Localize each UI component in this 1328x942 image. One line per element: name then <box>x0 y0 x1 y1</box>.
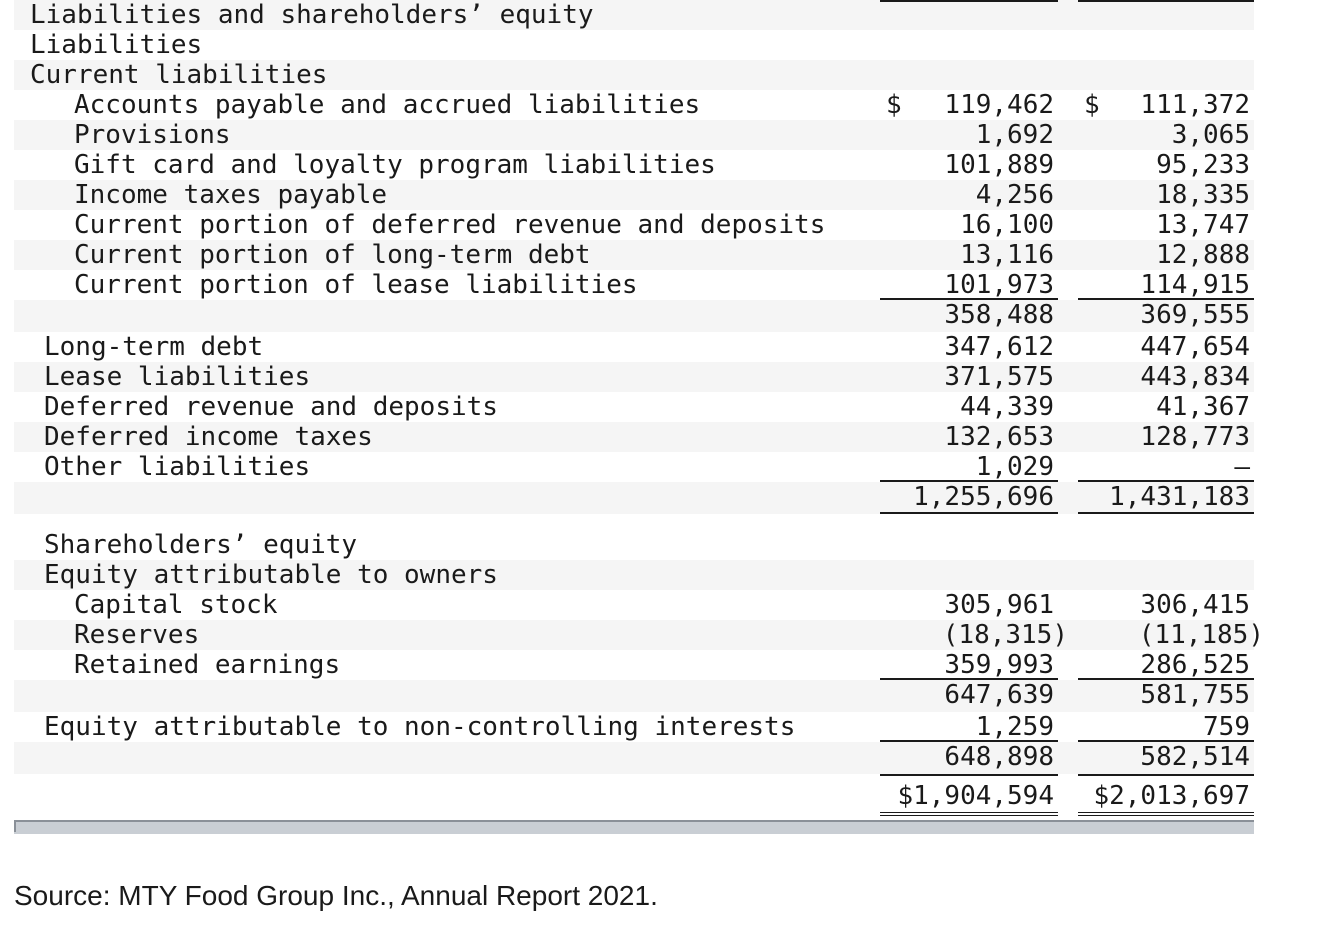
currency-symbol: $ <box>1084 90 1100 120</box>
owners-equity-heading: Equity attributable to owners <box>44 560 498 590</box>
table-row <box>14 650 1254 680</box>
row-label: Provisions <box>74 120 231 150</box>
row-label: Current portion of deferred revenue and deposits <box>74 210 826 240</box>
liabilities-total-row <box>14 482 1254 514</box>
table-row <box>14 240 1254 270</box>
value-2021: 16,100 <box>960 210 1054 240</box>
row-label: Accounts payable and accrued liabilities <box>74 90 701 120</box>
equity-heading-row <box>14 530 1254 560</box>
title-row <box>14 0 1254 30</box>
value-2021: 371,575 <box>944 362 1054 392</box>
table-row <box>14 392 1254 422</box>
liabilities-heading-row <box>14 30 1254 60</box>
value-2020: 3,065 <box>1171 120 1250 150</box>
value-2021: 132,653 <box>944 422 1054 452</box>
value-2020: 759 <box>1078 712 1254 742</box>
liabilities-heading: Liabilities <box>30 30 203 60</box>
row-label: Capital stock <box>74 590 278 620</box>
value-2021: 101,973 <box>880 270 1058 300</box>
table-row <box>14 620 1264 650</box>
total-2021: 1,255,696 <box>880 482 1058 514</box>
row-label: Income taxes payable <box>74 180 388 210</box>
table-row <box>14 90 1254 120</box>
value-2020: 128,773 <box>1140 422 1250 452</box>
row-label: Current portion of lease liabilities <box>74 270 638 300</box>
grand-total-2021: $1,904,594 <box>880 774 1058 816</box>
value-2020: — <box>1078 452 1254 482</box>
table-row <box>14 712 1254 742</box>
value-2021: $ 119,462 <box>886 90 1054 120</box>
value-2021: 359,993 <box>880 650 1058 680</box>
value-2021: 13,116 <box>960 240 1054 270</box>
value-2020: 114,915 <box>1078 270 1254 300</box>
value-2020: 95,233 <box>1156 150 1250 180</box>
value-2020: 306,415 <box>1140 590 1250 620</box>
value-2020: 12,888 <box>1156 240 1250 270</box>
current-heading-row <box>14 60 1254 90</box>
subtotal-2021: 648,898 <box>944 742 1054 772</box>
table-row <box>14 452 1254 482</box>
table-row <box>14 362 1254 392</box>
subtotal-2020: 369,555 <box>1140 300 1250 330</box>
total-2020: 1,431,183 <box>1078 482 1254 514</box>
section-title: Liabilities and shareholders’ equity <box>30 0 594 30</box>
table-row <box>14 150 1254 180</box>
row-label: Retained earnings <box>74 650 341 680</box>
value-2020: 18,335 <box>1156 180 1250 210</box>
row-label: Reserves <box>74 620 200 650</box>
value-2020: $ 111,372 <box>1084 90 1250 120</box>
owners-heading-row <box>14 560 1254 590</box>
table-row <box>14 590 1254 620</box>
row-label: Other liabilities <box>44 452 311 482</box>
row-label: Long-term debt <box>44 332 264 362</box>
row-label: Current portion of long-term debt <box>74 240 591 270</box>
column-header-2021 <box>880 0 1058 30</box>
row-label: Lease liabilities <box>44 362 311 392</box>
table-row <box>14 210 1254 240</box>
subtotal-2021: 647,639 <box>944 680 1054 710</box>
column-header-2020 <box>1078 0 1254 30</box>
balance-sheet-table <box>14 0 1264 816</box>
currency-symbol: $ <box>886 90 902 120</box>
value-2021: 1,029 <box>880 452 1058 482</box>
table-row <box>14 270 1254 300</box>
value-2020: 443,834 <box>1140 362 1250 392</box>
table-row <box>14 422 1254 452</box>
spacer <box>14 514 1254 530</box>
scrollbar-edge <box>14 820 16 832</box>
owners-total-row <box>14 680 1254 712</box>
shareholders-equity-heading: Shareholders’ equity <box>44 530 358 560</box>
value-2020: (11,185) <box>1138 620 1264 650</box>
table-row <box>14 120 1254 150</box>
subtotal-2021: 358,488 <box>944 300 1054 330</box>
row-label: Gift card and loyalty program liabilities <box>74 150 716 180</box>
value-2021: 1,692 <box>975 120 1054 150</box>
subtotal-2020: 582,514 <box>1140 742 1250 772</box>
current-total-row <box>14 300 1254 332</box>
horizontal-scrollbar[interactable] <box>14 820 1254 834</box>
value-2021: 101,889 <box>944 150 1054 180</box>
value-2020: 286,525 <box>1078 650 1254 680</box>
value-2021: (18,315) <box>942 620 1068 650</box>
value-2021: 347,612 <box>944 332 1054 362</box>
table-row <box>14 180 1254 210</box>
row-label: Equity attributable to non-controlling interests <box>44 712 796 742</box>
source-note: Source: MTY Food Group Inc., Annual Report 2021. <box>14 880 658 911</box>
value-2020: 41,367 <box>1156 392 1250 422</box>
value-2020: 13,747 <box>1156 210 1250 240</box>
value-2021: 44,339 <box>960 392 1054 422</box>
equity-total-row <box>14 742 1254 774</box>
grand-total-2020: $2,013,697 <box>1078 774 1254 816</box>
grand-total-row <box>14 774 1254 816</box>
row-label: Deferred income taxes <box>44 422 373 452</box>
row-label: Deferred revenue and deposits <box>44 392 498 422</box>
value-2020: 447,654 <box>1140 332 1250 362</box>
table-row <box>14 332 1254 362</box>
current-liabilities-heading: Current liabilities <box>30 60 328 90</box>
value-2021: 1,259 <box>880 712 1058 742</box>
subtotal-2020: 581,755 <box>1140 680 1250 710</box>
value-2021: 305,961 <box>944 590 1054 620</box>
value-2021: 4,256 <box>975 180 1054 210</box>
